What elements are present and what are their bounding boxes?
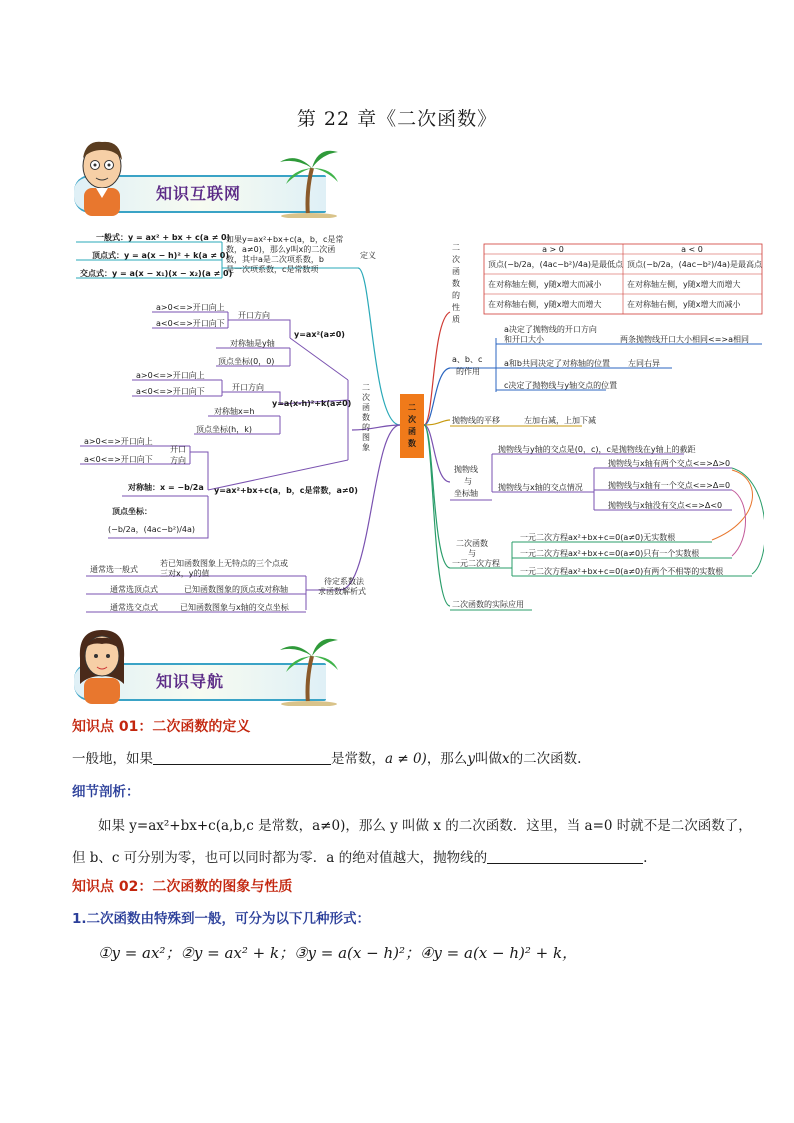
m3-right: 已知函数图象与x轴的交点坐标	[180, 603, 289, 612]
g1-up: a>0<=>开口向上	[156, 303, 225, 312]
detail-paragraph-2	[72, 846, 647, 866]
general-form: 一般式：y = ax² + bx + c(a ≠ 0)	[96, 233, 231, 242]
g3-vertex-val: (−b/2a，(4ac−b²)/4a)	[108, 525, 196, 534]
g3-up: a>0<=>开口向上	[84, 437, 153, 446]
m3-left: 通常选交点式	[110, 603, 158, 612]
xint: 抛物线与x轴的交点情况	[498, 483, 583, 492]
palm-tree-icon	[278, 142, 340, 218]
svg-text:二: 二	[452, 243, 460, 252]
banner-knowledge-network	[72, 168, 330, 216]
abc3: c决定了抛物线与y轴交点的位置	[504, 381, 618, 390]
m2-right: 已知函数图象的顶点或对称轴	[184, 585, 288, 594]
yint: 抛物线与y轴的交点是(0，c)，c是抛物线在y轴上的截距	[498, 445, 696, 454]
e3: 一元二次方程ax²+bx+c=0(a≠0)有两个不相等的实数根	[520, 567, 724, 576]
m1-left: 通常选一般式	[90, 565, 138, 574]
def-note-2: 数，a≠0)，那么y叫x的二次函	[226, 245, 336, 254]
e1: 一元二次方程ax²+bx+c=0(a≠0)无实数根	[520, 533, 676, 542]
v-neg: 顶点(−b/2a，(4ac−b²)/4a)是最高点	[627, 260, 763, 269]
g2-eq: y=a(x-h)²+k(a≠0)	[272, 399, 352, 408]
r-neg: 在对称轴右侧，y随x增大而减小	[627, 300, 741, 309]
abc2-right: 左同右异	[628, 359, 660, 368]
def-text-d: ，那么	[426, 751, 468, 767]
shift-label: 抛物线的平移	[452, 416, 500, 425]
svg-text:函: 函	[452, 267, 460, 276]
method-label-1: 待定系数法	[324, 577, 364, 586]
kp02-subheading: 1.二次函数由特殊到一般，可分为以下几种形式：	[72, 911, 371, 927]
x3: 抛物线与x轴没有交点<=>Δ<0	[608, 501, 723, 510]
eq-label-3: 一元二次方程	[452, 559, 500, 568]
coord-label-1: 抛物线	[454, 465, 478, 474]
m1-right2: 三对x，y的值	[160, 569, 210, 578]
boy-cartoon-icon	[72, 136, 132, 218]
svg-text:次: 次	[362, 393, 370, 402]
banner-knowledge-guide	[72, 656, 330, 704]
def-text-f: 叫做	[474, 751, 502, 767]
app-label: 二次函数的实际应用	[452, 600, 524, 609]
svg-text:次: 次	[408, 415, 416, 424]
g1-vertex: 顶点坐标(0，0)	[218, 357, 275, 366]
method-label-2: 求函数解析式	[318, 587, 366, 596]
svg-text:图: 图	[362, 433, 370, 442]
g3-vertex: 顶点坐标：	[112, 507, 152, 516]
g3-open1: 开口	[170, 445, 186, 454]
kp02-heading: 知识点 02：二次函数的图象与性质	[72, 879, 293, 895]
g2-axis: 对称轴x=h	[214, 407, 255, 416]
g3-open2: 方向	[170, 456, 186, 465]
svg-text:函: 函	[408, 427, 416, 436]
def-note-4: 是一次项系数，c是常数项	[226, 265, 319, 274]
abc1-1: a决定了抛物线的开口方向	[504, 325, 597, 334]
svg-text:函: 函	[362, 403, 370, 412]
def-text-a: 一般地，如果	[72, 751, 153, 767]
girl-cartoon-icon	[72, 624, 132, 706]
detail-label: 细节剖析：	[72, 784, 140, 800]
g3-eq: y=ax²+bx+c(a，b，c是常数，a≠0)	[214, 486, 358, 495]
svg-text:二: 二	[408, 403, 416, 412]
l-neg: 在对称轴左侧，y随x增大而增大	[627, 280, 741, 289]
forms-text: ①y = ax²；②y = ax² + k；③y = a(x − h)²；④y = a(x − h)² + k，	[98, 944, 578, 962]
coord-label-2: 与	[464, 477, 472, 486]
def-note-3: 数，其中a是二次项系数，b	[226, 255, 324, 264]
def-note-1: 如果y=ax²+bx+c(a，b，c是常	[226, 235, 344, 244]
e2: 一元二次方程ax²+bx+c=0(a≠0)只有一个实数根	[520, 549, 700, 558]
svg-text:次: 次	[452, 255, 460, 264]
palm-tree-icon	[278, 630, 340, 706]
g2-up: a>0<=>开口向上	[136, 371, 205, 380]
svg-text:的: 的	[362, 423, 370, 432]
g1-eq: y=ax²(a≠0)	[294, 330, 345, 339]
th-pos: a > 0	[542, 245, 564, 254]
l-pos: 在对称轴左侧，y随x增大而减小	[488, 280, 602, 289]
def-text-g: x	[501, 751, 510, 767]
abc-label-1: a、b、c	[452, 355, 483, 364]
def-label: 定义	[360, 251, 376, 260]
page-title: 第 22 章《二次函数》	[296, 108, 498, 130]
m1-right1: 若已知函数图象上无特点的三个点或	[160, 559, 288, 568]
abc-label-2: 的作用	[456, 367, 480, 376]
kp02-forms	[98, 942, 577, 963]
svg-text:数: 数	[362, 413, 370, 422]
definition-blank[interactable]	[153, 764, 331, 765]
svg-text:质: 质	[452, 315, 460, 324]
detail-blank[interactable]	[487, 863, 643, 864]
def-text-c: a ≠ 0)	[385, 751, 427, 767]
banner-label: 知识互联网	[156, 184, 242, 203]
kp01-heading: 知识点 01：二次函数的定义	[72, 719, 251, 735]
vertex-form: 顶点式：y = a(x − h)² + k(a ≠ 0)	[92, 251, 229, 260]
kp01-definition	[72, 747, 581, 767]
def-text-h: 的二次函数.	[509, 751, 582, 767]
banner-label: 知识导航	[156, 672, 225, 691]
svg-text:象: 象	[362, 443, 370, 452]
svg-text:的: 的	[452, 291, 460, 300]
v-pos: 顶点(−b/2a，(4ac−b²)/4a)是最低点	[488, 260, 624, 269]
th-neg: a < 0	[681, 245, 703, 254]
svg-text:性: 性	[452, 303, 460, 312]
intercept-form: 交点式：y = a(x − x₁)(x − x₂)(a ≠ 0)	[80, 269, 233, 278]
x1: 抛物线与x轴有两个交点<=>Δ>0	[608, 459, 731, 468]
abc1-right: 两条抛物线开口大小相同<=>a相同	[620, 335, 750, 344]
svg-text:二: 二	[362, 383, 370, 392]
g1-open: 开口方向	[238, 311, 270, 320]
abc2: a和b共同决定了对称轴的位置	[504, 359, 610, 368]
m2-left: 通常选顶点式	[110, 585, 158, 594]
svg-text:数: 数	[408, 439, 416, 448]
g2-vertex: 顶点坐标(h，k)	[196, 425, 252, 434]
detail-paragraph-1: 如果 y=ax²+bx+c(a,b,c 是常数，a≠0)，那么 y 叫做 x 的二次函数．这里，当 a=0 时就不是二次函数了，	[98, 818, 752, 834]
detail-end: .	[643, 850, 648, 866]
eq-label-2: 与	[468, 549, 476, 558]
abc1-2: 和开口大小	[504, 335, 544, 344]
detail-text: 但 b、c 可分别为零，也可以同时都为零．a 的绝对值越大，抛物线的	[72, 850, 488, 866]
g1-down: a<0<=>开口向下	[156, 319, 225, 328]
properties-table	[484, 244, 763, 314]
x2: 抛物线与x轴有一个交点<=>Δ=0	[608, 481, 731, 490]
shift-rule: 左加右减，上加下减	[524, 416, 596, 425]
g2-open: 开口方向	[232, 383, 264, 392]
svg-text:数: 数	[452, 279, 460, 288]
def-text-e: y	[467, 751, 475, 767]
def-text-b: 是常数，	[331, 751, 385, 767]
eq-label-1: 二次函数	[456, 539, 488, 548]
r-pos: 在对称轴右侧，y随x增大而增大	[488, 300, 602, 309]
g1-axis: 对称轴是y轴	[230, 339, 275, 348]
coord-label-3: 坐标轴	[454, 489, 478, 498]
g3-axis: 对称轴：x = −b/2a	[128, 483, 204, 492]
g2-down: a<0<=>开口向下	[136, 387, 205, 396]
mind-map	[72, 220, 764, 616]
g3-down: a<0<=>开口向下	[84, 455, 153, 464]
